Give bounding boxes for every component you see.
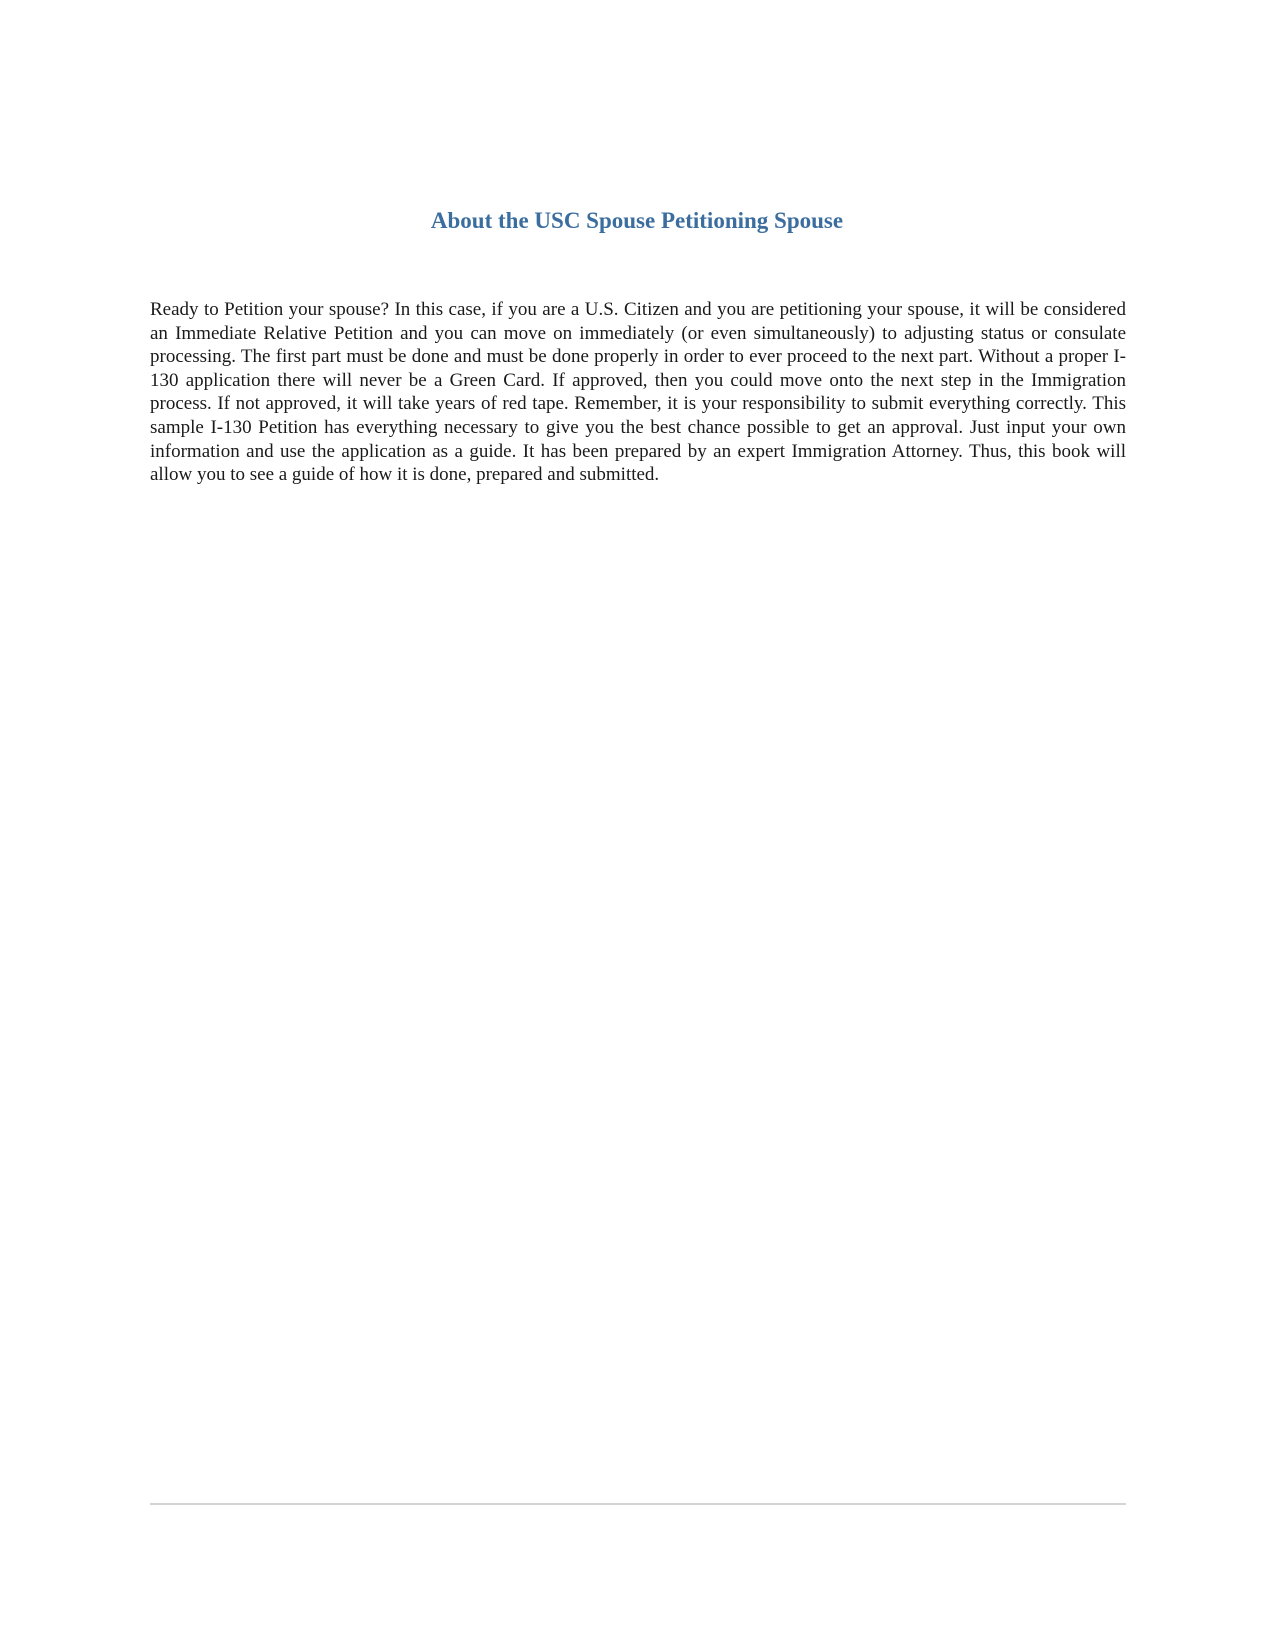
page-title: About the USC Spouse Petitioning Spouse [430, 208, 844, 233]
footer-divider [150, 1503, 1126, 1505]
body-paragraph: Ready to Petition your spouse? In this case, if you are a U.S. Citizen and you are petitioning your spouse, it will be considered an Immediate Relative Petition and you can move on immediately (or even simultaneously) to adjusting status or consulate processing. The first part must be done and must be done properly in order to ever proceed to the next part. Without a proper I-130 application there will never be a Green Card. If approved, then you could move onto the next step in the Immigration process. If not approved, it will take years of red tape. Remember, it is your responsibility to submit everything correctly. This sample I-130 Petition has everything necessary to give you the best chance possible to get an approval. Just input your own information and use the application as a guide. It has been prepared by an expert Immigration Attorney. Thus, this book will allow you to see a guide of how it is done, prepared and submitted. [150, 299, 1126, 486]
